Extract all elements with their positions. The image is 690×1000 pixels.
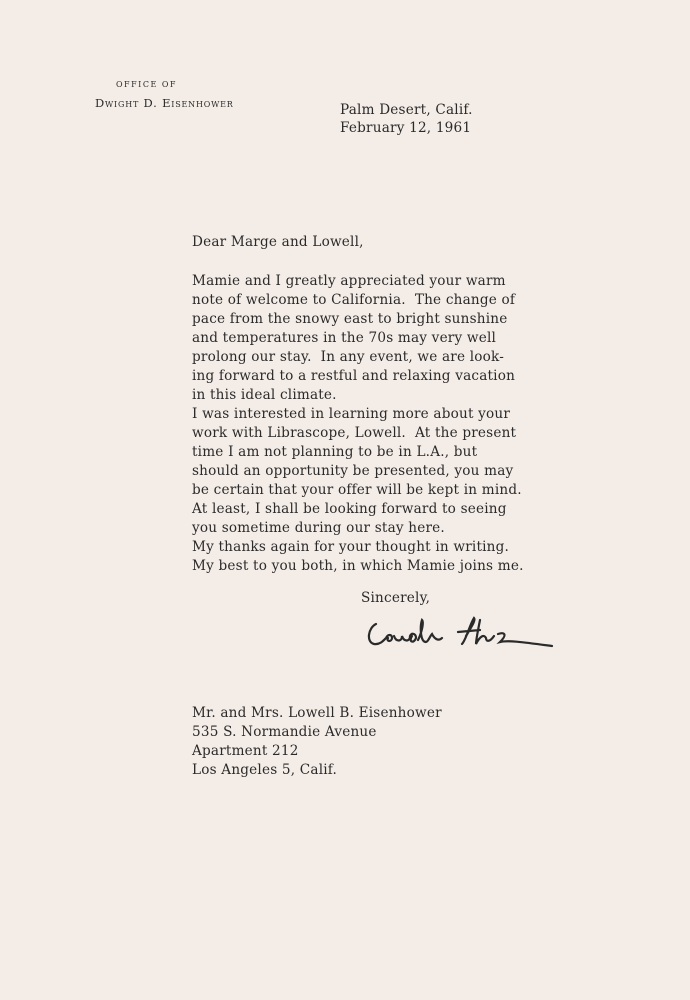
salutation-text: Dear Marge and Lowell, xyxy=(192,234,364,250)
line: in this ideal climate. xyxy=(192,387,337,403)
line: be certain that your offer will be kept in mind. xyxy=(192,482,522,498)
dateline-date: February 12, 1961 xyxy=(340,120,472,136)
line: I was interested in learning more about your xyxy=(192,406,511,422)
address-line: Los Angeles 5, Calif. xyxy=(192,762,338,778)
recipient-address xyxy=(192,704,442,780)
paragraph-2 xyxy=(192,405,522,538)
paragraph-3 xyxy=(192,538,524,576)
line: At least, I shall be looking forward to seeing xyxy=(192,501,507,517)
address-line: Mr. and Mrs. Lowell B. Eisenhower xyxy=(192,705,442,721)
paragraph-1 xyxy=(192,272,515,405)
dateline-place: Palm Desert, Calif. xyxy=(340,102,473,118)
line: ing forward to a restful and relaxing vacation xyxy=(192,368,516,384)
line: should an opportunity be presented, you may xyxy=(192,463,514,479)
salutation xyxy=(192,233,364,252)
line: prolong our stay. In any event, we are look- xyxy=(192,349,505,365)
signature xyxy=(362,612,562,652)
line: Mamie and I greatly appreciated your warm xyxy=(192,273,506,289)
letterhead-office-of: OFFICE OF xyxy=(116,80,177,89)
line: you sometime during our stay here. xyxy=(192,520,445,536)
address-line: Apartment 212 xyxy=(192,743,299,759)
line: My best to you both, in which Mamie joins me. xyxy=(192,558,524,574)
line: time I am not planning to be in L.A., but xyxy=(192,444,478,460)
line: My thanks again for your thought in writing. xyxy=(192,539,510,555)
line: note of welcome to California. The change of xyxy=(192,292,516,308)
letterhead-name: Dwight D. Eisenhower xyxy=(95,96,234,110)
line: and temperatures in the 70s may very well xyxy=(192,330,497,346)
address-line: 535 S. Normandie Avenue xyxy=(192,724,377,740)
closing: Sincerely, xyxy=(361,590,431,606)
line: pace from the snowy east to bright sunshine xyxy=(192,311,508,327)
line: work with Librascope, Lowell. At the present xyxy=(192,425,517,441)
